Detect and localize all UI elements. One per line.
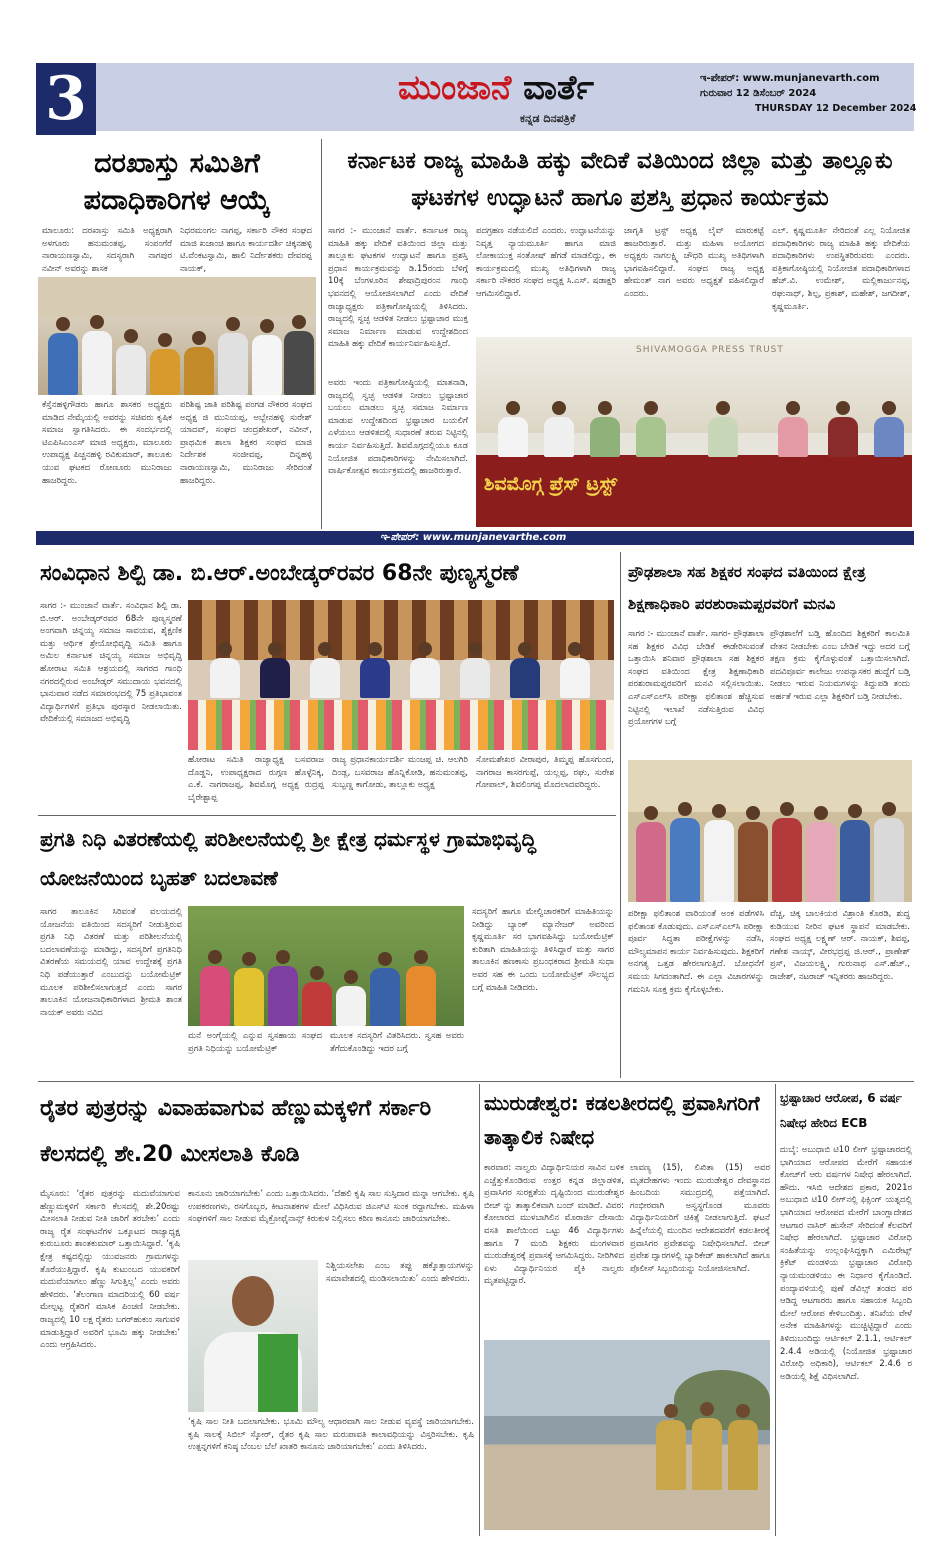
article-8-headline: ಭ್ರಷ್ಟಾಚಾರ ಆರೋಪ, 6 ವರ್ಷ ನಿಷೇಧ ಹೇರಿದ ECB (780, 1091, 902, 1130)
article-2 (324, 139, 914, 529)
article-3-headline: ಸಂವಿಧಾನ ಶಿಲ್ಪಿ ಡಾ. ಬಿ.ಆರ್.ಅಂಬೇಡ್ಕರ್‌ರವರ 68ನೇ ಪುಣ್ಯಸ್ಮರಣೆ (40, 561, 519, 586)
epaper-label: ಇ-ಪೇಪರ್: www.munjanevarth.com (700, 73, 880, 84)
article-3-col4: ಸೋಮಶೇಖರ ವೀರಾಪುರ, ತಿಮ್ಮಪ್ಪ ಹೊಸಗುಂದ, ನಾಗರಾಜ ಕಾಸರಗುಪ್ಪೆ, ಯಲ್ಲಪ್ಪ, ರಘು, ಸುರೇಶ ಗೋಪಾಲ್, ಶಿವಲಿಂಗಪ್ಪ ಮೊದಲಾದವರಿದ್ದರು. (476, 755, 614, 791)
photo-wall-text: SHIVAMOGGA PRESS TRUST (636, 345, 784, 355)
article-6-col2-top: ಕಾನೂನು ಜಾರಿಯಾಗಬೇಕು’ ಎಂದು ಒತ್ತಾಯಿಸಿದರು. ‘ದೆಹಲಿ ಕೃಷಿ ಸಾಲ ಸುಸ್ತಿದಾರ ಮನ್ನಾ ಆಗಬೇಕು. ಕೃಷಿ ಉಪಕರಣಗಳು, ರಸಗೊಬ್ಬರ, ಕೀಟನಾಶಕಗಳ ಮೇಲೆ ವಿಧಿಸಿರುವ ಜಿಎಸ್‌ಟಿ ಸುಂಕ ರದ್ದಾಗಬೇಕು. ಮಹಿಳಾ ಸಂಘಗಳಿಗೆ ಸಾಲ ನೀಡುವ ಮೈಕ್ರೋಫೈನಾನ್ಸ್ ಕಿರುಕುಳ ನಿಲ್ಲಿಸಲು ಕಠಿಣ ಕಾನೂನು ಜಾರಿಯಾಗಬೇಕು. (188, 1189, 474, 1225)
article-5-headline: ಪ್ರಗತಿ ನಿಧಿ ವಿತರಣೆಯಲ್ಲಿ ಪರಿಶೀಲನೆಯಲ್ಲಿ ಶ್ರೀ ಕ್ಷೇತ್ರ ಧರ್ಮಸ್ಥಳ ಗ್ರಾಮಾಭಿವೃದ್ಧಿ ಯೋಜನೆಯಿಂದ ಬೃಹತ್ ಬದಲಾವಣೆ (40, 827, 537, 890)
paper-name (398, 64, 678, 114)
article-4-col1: ಸಾಗರ :- ಮುಂಜಾನೆ ವಾರ್ತೆ. ಸಾಗರ- ಪ್ರೌಢಶಾಲಾ ಸಹ ಶಿಕ್ಷಕರ ವಿವಿಧ ಬೇಡಿಕೆ ಈಡೇರಿಸುವಂತೆ ಒತ್ತಾಯಿಸಿ ಶನಿವಾರ ಪ್ರೌಢಶಾಲಾ ಸಹ ಶಿಕ್ಷಕರ ಸಂಘದ ವತಿಯಿಂದ ಕ್ಷೇತ್ರ ಶಿಕ್ಷಣಾಧಿಕಾರಿ ಪರಶುರಾಮಪ್ಪರವರಿಗೆ ಮನವಿ ಸಲ್ಲಿಸಲಾಯಿತು. ಎಸ್‌ಎಸ್‌ಎಲ್‌ಸಿ ಪರೀಕ್ಷಾ ಫಲಿತಾಂಶ ಹೆಚ್ಚಿಸುವ ನಿಟ್ಟಿನಲ್ಲಿ ಇಲಾಖೆ ನಡೆಸುತ್ತಿರುವ ವಿವಿಧ ಪ್ರಯೋಗಗಳ ಬಗ್ಗೆ (628, 629, 764, 728)
article-6 (38, 1084, 476, 1536)
article-2-headline: ಕರ್ನಾಟಕ ರಾಜ್ಯ ಮಾಹಿತಿ ಹಕ್ಕು ವೇದಿಕೆ ವತಿಯಿಂದ ಜಿಲ್ಲಾ ಮತ್ತು ತಾಲ್ಲೂಕು ಘಟಕಗಳ ಉದ್ಘಾಟನೆ ಹಾಗೂ ಪ್ರಶಸ್ತಿ ಪ್ರಧಾನ ಕಾರ್ಯಕ್ರಮ (347, 148, 893, 211)
column-divider (775, 1084, 776, 1536)
article-2-col3: ಜಾಗೃತಿ ಟ್ರಸ್ಟ್ ಅಧ್ಯಕ್ಷ ಲೈವ್ ಮಾರುಕಟ್ಟೆ ಹಾಜರಿರುತ್ತಾರೆ. ಮತ್ತು ಮಹಿಳಾ ಅಯೋಗದ ಅಧ್ಯಕ್ಷರು ನಾಗಲಕ್ಷ್ಮಿ ಚೌಧರಿ ಮುಖ್ಯ ಅತಿಥಿಗಳಾಗಿ ಭಾಗವಹಿಸಲಿದ್ದಾರೆ. ಸಂಘದ ರಾಜ್ಯ ಅಧ್ಯಕ್ಷ ಹೇಮಂತ್ ನಾಗ ಅವರು ಅಧ್ಯಕ್ಷತೆ ವಹಿಸಲಿದ್ದಾರೆ ಎಂದರು. (624, 226, 764, 299)
article-6-col1: ಮೈಸೂರು: ‘ರೈತರ ಪುತ್ರರನ್ನು ಮದುವೆಯಾಗುವ ಹೆಣ್ಣುಮಕ್ಕಳಿಗೆ ಸರ್ಕಾರಿ ಕೆಲಸದಲ್ಲಿ ಶೇ.20ರಷ್ಟು ಮೀಸಲಾತಿ ನೀಡುವ ನೀತಿ ಜಾರಿಗೆ ತರಬೇಕು’ ಎಂದು ರಾಜ್ಯ ರೈತ ಸಂಘಟನೆಗಳ ಒಕ್ಕೂಟದ ರಾಜ್ಯಾಧ್ಯಕ್ಷ ಕುರುಬೂರು ಶಾಂತಕುಮಾರ್ ಒತ್ತಾಯಿಸಿದ್ದಾರೆ. ‘ಕೃಷಿ ಕ್ಷೇತ್ರ ಕಷ್ಟದಲ್ಲಿದ್ದು ಯುವಜನರು ಗ್ರಾಮಗಳನ್ನು ತೊರೆಯುತ್ತಿದ್ದಾರೆ. ಕೃಷಿ ಕುಟುಂಬದ ಯುವಕರಿಗೆ ಮದುವೆಯಾಗಲು ಹೆಣ್ಣು ಸಿಗುತ್ತಿಲ್ಲ’ ಎಂದು ಅವರು ಹೇಳಿದರು. ‘ತೆಲಂಗಾಣ ಮಾದರಿಯಲ್ಲಿ 60 ವರ್ಷ ಮೇಲ್ಪಟ್ಟ ರೈತರಿಗೆ ಮಾಸಿಕ ಪಿಂಚಣಿ ನೀಡಬೇಕು. ರಾಜ್ಯದಲ್ಲಿ 10 ಲಕ್ಷ ರೈತರು ಬಗರ್‌ಹುಕುಂ ಸಾಗುವಳಿ ಮಾಡುತ್ತಿದ್ದಾರೆ ಅವರಿಗೆ ಭೂಮಿ ಹಕ್ಕು ನೀಡಬೇಕು’ ಎಂದು ಆಗ್ರಹಿಸಿದರು. (40, 1189, 180, 1351)
article-2-col4: ಎಲ್. ಕೃಷ್ಣಮೂರ್ತಿ ನೇರಿದಂತೆ ಎಲ್ಲ ನಿಯೋಜಿತ ಪದಾಧಿಕಾರಿಗಳು ರಾಜ್ಯ ಮಾಹಿತಿ ಹಕ್ಕು ವೇದಿಕೆಯ ಪದಾಧಿಕಾರಿಗಳು ಉಪಸ್ಥಿತರಿರುವರು ಎಂದರು. ಪತ್ರಿಕಾಗೋಷ್ಠಿಯಲ್ಲಿ ನಿಯೋಜಿತ ಪದಾಧಿಕಾರಿಗಳಾದ ಹೆಚ್.ವಿ. ಉಮೇಶ್, ಮಲ್ಲಿಕಾರ್ಜುನಪ್ಪ, ರಘುನಾಥ್, ಶಿಲ್ಪ, ಪ್ರಕಾಶ್, ಮಹೇಶ್, ಜಗದೀಶ್, ಕೃಷ್ಣಮೂರ್ತಿ. (772, 226, 910, 312)
article-8-body: ದುಬೈ: ಅಬುಧಾಬಿ ಟಿ10 ಲೀಗ್ ಭ್ರಷ್ಟಾಚಾರದಲ್ಲಿ ಭಾಗಿಯಾದ ಆರೋಪದ ಮೇರೆಗೆ ಸಹಾಯಕ ಕೋಚ್‌ಗೆ ಆರು ವರ್ಷಗಳ ನಿಷೇಧ ಹೇರಲಾಗಿದೆ. ಹೌದು. ಇಸಿಬಿ ಆದೇಶದ ಪ್ರಕಾರ, 2021ರ ಅಬುಧಾಬಿ ಟಿ10 ಲೀಗ್‌ನಲ್ಲಿ ಫಿಕ್ಸಿಂಗ್ ಯತ್ನದಲ್ಲಿ ಭಾಗಿಯಾದ ಆರೋಪದ ಮೇರೆಗೆ ಬಾಂಗ್ಲಾದೇಶದ ಆಟಗಾರ ನಾಸಿರ್ ಹುಸೇನ್ ಸೇರಿದಂತೆ ಕೆಲವರಿಗೆ ನಿಷೇಧ ಹೇರಲಾಗಿದೆ. ಭ್ರಷ್ಟಾಚಾರ ವಿರೋಧಿ ಸಂಹಿತೆಯನ್ನು ಉಲ್ಲಂಘಿಸಿದ್ದಕ್ಕಾಗಿ ಎಮಿರೇಟ್ಸ್ ಕ್ರಿಕೆಟ್ ಮಂಡಳಿಯ ಭ್ರಷ್ಟಾಚಾರ ವಿರೋಧಿ ನ್ಯಾಯಮಂಡಳಿಯು ಈ ನಿರ್ಧಾರ ಕೈಗೊಂಡಿದೆ. ಪಂದ್ಯಾವಳಿಯಲ್ಲಿ ಪುಣೆ ಡೆವಿಲ್ಸ್ ತಂಡದ ಪರ ಆಡಿದ್ದ ಆಟಗಾರರು ಹಾಗೂ ಸಹಾಯಕ ಸಿಬ್ಬಂದಿ ಮೇಲೆ ಆರೋಪ ಕೇಳಿಬಂದಿತ್ತು. ತನಿಖೆಯ ವೇಳೆ ಅನೇಕ ಮಾಹಿತಿಗಳನ್ನು ಮುಚ್ಚಿಟ್ಟಿದ್ದಾರೆ ಎಂದು ತಿಳಿದುಬಂದಿದ್ದು ಆರ್ಟಿಕಲ್ 2.1.1, ಆರ್ಟಿಕಲ್ 2.4.4 ಅಡಿಯಲ್ಲಿ (ನಿಯೋಜಿತ ಭ್ರಷ್ಟಾಚಾರ ವಿರೋಧಿ ಅಧಿಕಾರಿ), ಆರ್ಟಿಕಲ್ 2.4.6 ರ ಅಡಿಯಲ್ಲಿ ಶಿಕ್ಷೆ ವಿಧಿಸಲಾಗಿದೆ. (780, 1145, 912, 1382)
article-3-col1: ಸಾಗರ :- ಮುಂಜಾನೆ ವಾರ್ತೆ. ಸಂವಿಧಾನ ಶಿಲ್ಪಿ ಡಾ. ಬಿ.ಆರ್. ಅಂಬೇಡ್ಕರ್‌ರವರ 68ನೇ ಪುಣ್ಯಸ್ಮರಣೆ ಅಂಗವಾಗಿ ಚಿನ್ನಯ್ಯ ಸಮಾಜ ಸಾವಯವ, ಶೈಕ್ಷಣಿಕ ಮತ್ತು ಆರ್ಥಿಕ ಶ್ರೇಯೋಭಿವೃದ್ಧಿ ಸಮಿತಿ ಹಾಗೂ ಅಮಿಲ ಕರ್ನಾಟಕ ಚಿನ್ನಯ್ಯ ಸಮಾಜ ಅಭಿವೃದ್ಧಿ ಹೋರಾಟ ಸಮಿತಿ ಆಶ್ರಯದಲ್ಲಿ ಸಾಗರದ ಗಾಂಧಿ ನಗರದಲ್ಲಿರುವ ಅಂಬೇಡ್ಕರ್ ಸಮುದಾಯ ಭವನದಲ್ಲಿ ಭಾನುವಾರ ನಡೆದ ಸಮಾರಂಭದಲ್ಲಿ 75 ಪ್ರತಿಭಾವಂತ ವಿದ್ಯಾರ್ಥಿಗಳಿಗೆ ಪ್ರತಿಭಾ ಪುರಸ್ಕಾರ ನೀಡಲಾಯಿತು. ವೇದಿಕೆಯಲ್ಲಿ ಸಮಾಜದ ಅಭಿವೃದ್ಧಿ (40, 601, 182, 725)
article-1-photo (38, 277, 316, 395)
paper-name-part2: ವಾರ್ತೆ (523, 68, 594, 108)
article-5-caption-a: ಮನೆ ಅಂಗೈಯಲ್ಲಿ ಎನ್ನುವ ಸ್ವಸಹಾಯ ಸಂಘದ ಪ್ರಗತಿ ನಿಧಿಯನ್ನು ಬಯೋಮೆಟ್ರಿಕ್ (188, 1031, 322, 1054)
page-number: 3 (45, 64, 87, 134)
article-3-col2: ಹೋರಾಟ ಸಮಿತಿ ರಾಜ್ಯಾಧ್ಯಕ್ಷ ಬಸವರಾಜ ದೊಡ್ಡನಿ, ಉಪಾಧ್ಯಕ್ಷರಾದ ರುಗ್ಗಣ ಹೊಳ್ಳೆನಿಕ್ಕ, ಎ.ಕೆ. ನಾಗರಾಜಪ್ಪ, ಶಿವಮೊಗ್ಗ ಅಧ್ಯಕ್ಷ ರುದ್ರಪ್ಪ ಬೈರೇಶ್ಟಾಪ್ಪ (188, 755, 324, 803)
article-6-caption: ನಿಶ್ಚಿಯಸಲೇಖ ಎಂಬ ತಪ್ಪು ಹಕ್ಕೊತ್ತಾಯಗಳನ್ನು ಸಮಾವೇಶದಲ್ಲಿ ಮಂಡಿಸಲಾಯಿತು’ ಎಂದು ಹೇಳಿದರು. (326, 1261, 474, 1284)
article-6-col2-bottom: ‘ಕೃಷಿ ಸಾಲ ನೀತಿ ಬದಲಾಗಬೇಕು. ಭೂಮಿ ಮೌಲ್ಯ ಆಧಾರವಾಗಿ ಸಾಲ ನೀಡುವ ವ್ಯವಸ್ಥೆ ಜಾರಿಯಾಗಬೇಕು. ಕೃಷಿ ಸಾಲಕ್ಕೆ ಸಿಬಿಲ್ ಸ್ಕೋರ್, ರೈತರ ಕೃಷಿ ಸಾಲ ಮರುಪಾವತಿ ಕಾಲಾವಧಿಯನ್ನು ವಿಸ್ತರಿಸಬೇಕು. ಕೃಷಿ ಉತ್ಪನ್ನಗಳಿಗೆ ಕನಿಷ್ಠ ಬೆಂಬಲ ಬೆಲೆ ಖಾತರಿ ಕಾನೂನು ಜಾರಿಯಾಗಬೇಕು’ ಎಂದು ತಿಳಿಸಿದರು. (188, 1417, 474, 1453)
press-trust-banner-text: ಶಿವಮೊಗ್ಗ ಪ್ರೆಸ್ ಟ್ರಸ್ಟ್ (484, 473, 618, 495)
article-1 (38, 139, 316, 528)
column-divider (479, 1084, 480, 1536)
flower-decoration (188, 700, 614, 750)
paper-name-part1: ಮುಂಜಾನೆ (398, 68, 512, 108)
article-2-col1: ಸಾಗರ :- ಮುಂಜಾನೆ ವಾರ್ತೆ. ಕರ್ನಾಟಕ ರಾಜ್ಯ ಮಾಹಿತಿ ಹಕ್ಕು ವೇದಿಕೆ ವತಿಯಿಂದ ಜಿಲ್ಲಾ ಮತ್ತು ತಾಲ್ಲೂಕು ಘಟಕಗಳ ಉದ್ಘಾಟನೆ ಹಾಗೂ ಪ್ರಶಸ್ತಿ ಪ್ರಧಾನ ಕಾರ್ಯಕ್ರಮವನ್ನು ಡಿ.15ರಂದು ಬೆಳಿಗ್ಗೆ 10ಕ್ಕೆ ಬೆಂಗಳೂರಿನ ಶೇಷಾದ್ರಿಪುರಂನ ಗಾಂಧಿ ಭವನದಲ್ಲಿ ಆಯೋಜಿಸಲಾಗಿದೆ ಎಂದು ವೇದಿಕೆ ರಾಜ್ಯಾಧ್ಯಕ್ಷರು ಪತ್ರಿಕಾಗೋಷ್ಠಿಯಲ್ಲಿ ತಿಳಿಸಿದರು. ರಾಜ್ಯದಲ್ಲಿ ಸ್ವಚ್ಛ ಆಡಳಿತ ನೀಡಲು ಭ್ರಷ್ಟಾಚಾರ ಮುಕ್ತ ಸಮಾಜ ನಿರ್ಮಾಣ ಮಾಡುವ ಉದ್ದೇಶದಿಂದ ಮಾಹಿತಿ ಹಕ್ಕು ವೇದಿಕೆ ಕಾರ್ಯನಿರ್ವಹಿಸುತ್ತಿದೆ. (328, 226, 468, 350)
tagline: ಕನ್ನಡ ದಿನಪತ್ರಿಕೆ (520, 112, 576, 125)
article-2-col2: ಪದಗ್ರಹಣ ನಡೆಯಲಿದೆ ಎಂದರು. ಉದ್ಘಾಟನೆಯನ್ನು ನಿವೃತ್ತ ನ್ಯಾಯಮೂರ್ತಿ ಹಾಗೂ ಮಾಜಿ ಲೋಕಾಯುಕ್ತ ಸಂತೋಷ್ ಹೆಗಡೆ ಮಾಡಲಿದ್ದು, ಈ ಕಾರ್ಯಕ್ರಮದಲ್ಲಿ ಮುಖ್ಯ ಅತಿಥಿಗಳಾಗಿ ರಾಜ್ಯ ಸರ್ಕಾರಿ ನೌಕರರ ಸಂಘದ ಅಧ್ಯಕ್ಷ ಸಿ.ಎಸ್. ಷಡಾಕ್ಷರಿ ಆಗಮಿಸಲಿದ್ದಾರೆ. (476, 226, 616, 299)
article-4-col1-bottom: ಪರೀಕ್ಷಾ ಫಲಿತಾಂಶ ವಾರಿಯಂತೆ ಅಂಕ ಪಡೆಗಳಿಸಿ ಫಲಿತಾಂಶ ಕೊಡುವುದು. ಎಸ್‌ಎಸ್‌ಎಲ್‌ಸಿ ಪರೀಕ್ಷಾ ಪೂರ್ವ ಸಿದ್ಧತಾ ಪರೀಕ್ಷೆಗಳನ್ನು ನಡೆಸಿ, ಮೌಲ್ಯಮಾಪನ ಕಾರ್ಯ ನಿರ್ವಹಿಸುವುದು. ಶಿಕ್ಷಕರಿಗೆ ಅನಗತ್ಯ ಒತ್ತಡ ಹೇರಲಾಗುತ್ತಿದೆ. ಬೋಧನೆಗೆ ಸಮಯ ಸಿಗದಂತಾಗಿದೆ. ಈ ಎಲ್ಲಾ ವಿಚಾರಗಳನ್ನು ಗಮನಿಸಿ ಸೂಕ್ತ ಕ್ರಮ ಕೈಗೊಳ್ಳಬೇಕು. (628, 909, 764, 995)
date-english: THURSDAY 12 December 2024 (755, 103, 917, 114)
article-3-photo (188, 600, 614, 750)
article-7-headline: ಮುರುಡೇಶ್ವರ: ಕಡಲತೀರದಲ್ಲಿ ಪ್ರವಾಸಿಗರಿಗೆ ತಾತ್ಕಾಲಿಕ ನಿಷೇಧ (484, 1091, 760, 1149)
portrait-head (232, 1276, 274, 1326)
article-4 (624, 552, 914, 1078)
column-divider (321, 139, 322, 529)
section-rule (38, 1081, 914, 1082)
stage-backdrop (188, 600, 614, 660)
article-1-col1-bottom: ಕೆಸ್ತೆನಹಳ್ಳಿಗೌಡರು ಹಾಗೂ ಶಾಸಕರ ಅಧ್ಯಕ್ಷರು ಮಾಡಿದ ನೇಮ್ಕೆಯಲ್ಲಿ ಅವರನ್ನು ಸಚಿವರು ಕೃಷಿಕ ಸಮಾಜ ಸ್ವಾಗತಿಸಿದರು. ಈ ಸಂದರ್ಭದಲ್ಲಿ ಟಿಎಪಿಸಿಎಂಎಸ್ ಮಾಜಿ ಅಧ್ಯಕ್ಷರು, ಮಾಲೂರು ಉಪಾಧ್ಯಕ್ಷ ಪಿಚ್ಚನಹಳ್ಳಿ ರವಿಕುಮಾರ್, ತಾಲೂಕು ಯುವ ಘಟಕದ ರೋಣೂರು ಮುನಿರಾಜು ಹಾಜರಿದ್ದರು. (42, 400, 172, 486)
article-5-col2: ಸದಸ್ಯರಿಗೆ ಹಾಗೂ ಮೇಲ್ವಿಚಾರಕರಿಗೆ ಮಾಹಿತಿಯನ್ನು ನೀಡಿದ್ದು ಬ್ಯಾಂಕ್ ಮ್ಯಾನೇಜರ್ ಅವರಿಂದ ಕೃಷ್ಣಮೂರ್ತಿ ಸರ ಭಾಗವಹಿಸಿದ್ದು ಬಯೋಮೆಟ್ರಿಕ್ ಕುರಿತಾಗಿ ಮಾಹಿತಿಯನ್ನು ತಿಳಿಸಿದ್ದಾರೆ ಮತ್ತು ಸಾಗರ ತಾಲೂಕಿನ ಹಣಕಾಸು ಪ್ರಬಂಧಕರಾದ ಶ್ರೀಮತಿ ಸುಧಾ ಅವರ ಸಹ ಈ ಒಂದು ಬಯೋಮೆಟ್ರಿಕ್ ಸೌಲಭ್ಯದ ಬಗ್ಗೆ ಮಾಹಿತಿ ನೀಡಿದರು. (472, 907, 614, 993)
article-3 (38, 552, 616, 814)
article-5-photo (188, 906, 464, 1026)
article-4-headline: ಪ್ರೌಢಶಾಲಾ ಸಹ ಶಿಕ್ಷಕರ ಸಂಘದ ವತಿಯಿಂದ ಕ್ಷೇತ್ರ ಶಿಕ್ಷಣಾಧಿಕಾರಿ ಪರಶುರಾಮಪ್ಪರವರಿಗೆ ಮನವಿ (628, 563, 866, 613)
article-4-photo (628, 760, 912, 902)
article-1-col1-top: ಮಾಲೂರು: ದರಖಾಸ್ತು ಸಮಿತಿ ಅಧ್ಯಕ್ಷರಾಗಿ ಅಳಗೂರು ಹನುಮಂತಪ್ಪ, ಸಂಪಂಗೆರೆ ನಾರಾಯಣಸ್ವಾಮಿ, ಸದಸ್ಯರಾಗಿ ನಾಗಪುರ ನವೀನ್ ಅವರನ್ನು ಶಾಸಕ (42, 226, 172, 274)
page-number-box (36, 63, 96, 135)
article-7-col2: ಲಾವಣ್ಯ (15), ಲಿಖಿತಾ (15) ಅವರ ಮೃತದೇಹಗಳು ಇಂದು ಮುರುಡೇಶ್ವರ ದೇವಸ್ಥಾನದ ಹಿಂಬದಿಯ ಸಮುದ್ರದಲ್ಲಿ ಪತ್ತೆಯಾಗಿದೆ. ಗಂಭೀರವಾಗಿ ಅಸ್ವಸ್ಥಗೊಂಡ ಮೂವರು ವಿದ್ಯಾರ್ಥಿನಿಯರಿಗೆ ಚಿಕಿತ್ಸೆ ನೀಡಲಾಗುತ್ತಿದೆ. ಘಟನೆ ಹಿನ್ನೆಲೆಯಲ್ಲಿ ಮುಂದಿನ ಆದೇಶದವರೆಗೆ ಕಡಲತೀರಕ್ಕೆ ಪ್ರವಾಸಿಗರ ಪ್ರವೇಶವನ್ನು ನಿಷೇಧಿಸಲಾಗಿದೆ. ಬೀಚ್ ಪ್ರವೇಶ ದ್ವಾರಗಳಲ್ಲಿ ಬ್ಯಾರಿಕೇಡ್ ಹಾಕಲಾಗಿದೆ ಹಾಗೂ ಪೊಲೀಸ್ ಸಿಬ್ಬಂದಿಯನ್ನು ನಿಯೋಜಿಸಲಾಗಿದೆ. (630, 1163, 770, 1274)
portrait-green-shawl (258, 1334, 298, 1412)
article-5-col1: ಸಾಗರ ತಾಲೂಕಿನ ಸಿರಿವಂತೆ ವಲಯದಲ್ಲಿ ಯೋಜನೆಯ ವತಿಯಿಂದ ಸದಸ್ಯರಿಗೆ ನೀಡುತ್ತಿರುವ ಪ್ರಗತಿ ನಿಧಿ ವಿತರಣೆ ಮತ್ತು ಪರಿಶೀಲನೆಯಲ್ಲಿ ಬದಲಾವಣೆಯನ್ನು ಮಾಡಿದ್ದು, ಸದಸ್ಯರಿಗೆ ಪ್ರಗತಿನಿಧಿ ವಿತರಣೆಯ ಸಮಯದಲ್ಲಿ ಯಾವ ಉದ್ದೇಶಕ್ಕೆ ಪ್ರಗತಿ ನಿಧಿ ಪಡೆಯುತ್ತಾರೆ ಎಂಬುದನ್ನು ಬಯೋಮೆಟ್ರಿಕ್ ಮೂಲಕ ಪರಿಶೀಲಿಸಲಾಗುತ್ತದೆ ಎಂದು ಸಾಗರ ತಾಲೂಕಿನ ಯೋಜನಾಧಿಕಾರಿಗಳಾದ ಶ್ರೀಮತಿ ಶಾಂತ ನಾಯಕ್ ಅವರು ನವಿದ (40, 907, 182, 1018)
date-kannada: ಗುರುವಾರ 12 ಡಿಸೆಂಬರ್ 2024 (700, 88, 817, 99)
article-6-headline: ರೈತರ ಪುತ್ರರನ್ನು ವಿವಾಹವಾಗುವ ಹೆಣ್ಣುಮಕ್ಕಳಿಗೆ ಸರ್ಕಾರಿ ಕೆಲಸದಲ್ಲಿ ಶೇ.20 ಮೀಸಲಾತಿ ಕೊಡಿ (40, 1096, 432, 1167)
article-4-col2-bottom: ವೆಚ್ಚ, ಚಿಕ್ಕ ಬಾಲಕಿಯರ ವಿಶ್ರಾಂತಿ ಕೊಠಡಿ, ಶುದ್ಧ ಕುಡಿಯುವ ನೀರಿನ ಘಟಕ ಸ್ಥಾಪನೆ ಮಾಡಬೇಕು. ಸಂಘದ ಅಧ್ಯಕ್ಷ ಲಕ್ಷ್ಮಣ್ ಆರ್. ನಾಯಕ್, ಶಿವಪ್ಪ, ಗಣೇಶ ನಾಯ್ಕ್, ವೀರಭದ್ರಪ್ಪ ಜಿ.ಆರ್., ಪ್ರಾಣೇಶ್ ಪ್ರಸ್, ವಿಜಯಲಕ್ಷ್ಮಿ, ಗುರುನಾಥ ಎಸ್.ಹೆಚ್., ರಾಜೇಶ್, ನಟರಾಜ್ ಇನ್ನಿತರರು ಹಾಜರಿದ್ದರು. (770, 909, 910, 982)
article-8 (778, 1084, 914, 1536)
section-rule (38, 815, 616, 816)
article-7-col1: ಕಾರವಾರ: ನಾಲ್ವರು ವಿದ್ಯಾರ್ಥಿನಿಯರ ಸಾವಿನ ಬಳಿಕ ಎಚ್ಚೆತ್ತುಕೊಂಡಿರುವ ಉತ್ತರ ಕನ್ನಡ ಜಿಲ್ಲಾಡಳಿತ, ಪ್ರವಾಸಿಗರ ಸುರಕ್ಷತೆಯ ದೃಷ್ಟಿಯಿಂದ ಮುರುಡೇಶ್ವರ ಬೀಚ್ ನ್ನು ತಾತ್ಕಾಲಿಕವಾಗಿ ಬಂದ್ ಮಾಡಿದೆ. ವಿವರ: ಕೋಲಾರದ ಮುಳಬಾಗಿಲಿನ ಮೊರಾರ್ಜಿ ದೇಸಾಯಿ ವಸತಿ ಶಾಲೆಯಿಂದ ಒಟ್ಟು 46 ವಿದ್ಯಾರ್ಥಿಗಳು ಹಾಗೂ 7 ಮಂದಿ ಶಿಕ್ಷಕರು ಮಂಗಳವಾರ ಮುರುಡೇಶ್ವರಕ್ಕೆ ಪ್ರವಾಸಕ್ಕೆ ಆಗಮಿಸಿದ್ದರು. ನೀರಿಗಿಳಿದ ಏಳು ವಿದ್ಯಾರ್ಥಿನಿಯರ ಪೈಕಿ ನಾಲ್ವರು ಮೃತಪಟ್ಟಿದ್ದಾರೆ. (484, 1163, 624, 1287)
article-1-col2-bottom: ಪರಿಶಿಷ್ಟ ಜಾತಿ ಪರಿಶಿಷ್ಟ ಪಂಗಡ ನೌಕರರ ಸಂಘದ ಅಧ್ಯಕ್ಷ ಜಿ ಮುನಿಯಪ್ಪ, ಅಬ್ಬೇನಹಳ್ಳಿ ಸುರೇಶ್ ಯಾದವ್, ಸಂಘದ ಚಂದ್ರಶೇಖರ್, ನವೀನ್, ಪ್ರಾಥಮಿಕ ಶಾಲಾ ಶಿಕ್ಷಕರ ಸಂಘದ ಮಾಜಿ ನಿರ್ದೇಶಕ ಸಂಜೀವಪ್ಪ, ದಿನ್ನಹಳ್ಳಿ ನಾರಾಯಣಸ್ವಾಮಿ, ಮುನಿರಾಜು ಸೇರಿದಂತೆ ಹಾಜರಿದ್ದರು. (180, 400, 312, 486)
column-divider (620, 552, 621, 1078)
article-7-beach-photo (484, 1340, 770, 1530)
article-2-photo (476, 337, 912, 527)
article-5 (38, 818, 616, 1078)
url-divider-text: ಇ-ಪೇಪರ್: www.munjanevarthe.com (380, 532, 567, 543)
article-2-col1-bottom: ಅವರು ಇಂದು ಪತ್ರಿಕಾಗೋಷ್ಠಿಯಲ್ಲಿ ಮಾತನಾಡಿ, ರಾಜ್ಯದಲ್ಲಿ ಸ್ವಚ್ಛ ಆಡಳಿತ ನೀಡಲು ಭ್ರಷ್ಟಾಚಾರ ಬಯಲು ಮಾಡಲು ಸ್ವಚ್ಛ ಸಮಾಜ ನಿರ್ಮಾಣ ಮಾಡುವ ಉದ್ದೇಶದಿಂದ ಭ್ರಷ್ಟಾಚಾರ ಬಯಲಿಗೆ ಎಳೆಯಲು ಆಡಳಿತದಲ್ಲಿ ಸುಧಾರಣೆ ತರುವ ನಿಟ್ಟಿನಲ್ಲಿ ಕಾರ್ಯ ನಿರ್ವಹಿಸುತ್ತಿದೆ. ಶಿವಮೊಗ್ಗದಲ್ಲಿಯೂ ಕೂಡ ನಿಯೋಜಿತ ಪದಾಧಿಕಾರಿಗಳನ್ನು ನೇಮಿಸಲಾಗಿದೆ. ವಾರ್ಷಿಕೋತ್ಸವ ಕಾರ್ಯಕ್ರಮದಲ್ಲಿ ಹಾಜರಿರುತ್ತಾರೆ. (328, 378, 468, 477)
article-1-col2-top: ನಿಧರಮಂಗಲ ನಾಗಪ್ಪ, ಸರ್ಕಾರಿ ನೌಕರ ಸಂಘದ ಮಾಜಿ ಖಜಾಂಚಿ ಹಾಗೂ ಕಾರ್ಯದರ್ಶಿ ಚಿಕ್ಕನಹಳ್ಳಿ ಟಿ.ವೆಂಕಟಸ್ವಾಮಿ, ಹಾಲಿ ನಿರ್ದೇಶಕರು ದೇವರಪ್ಪ ನಾಯಕ್, (180, 226, 312, 274)
article-6-portrait (188, 1260, 318, 1412)
hall-wall (38, 277, 316, 317)
article-5-caption-b: ಮೂಲಕ ಸದಸ್ಯರಿಗೆ ವಿತರಿಸಿದರು. ಸ್ವಸಹ ಅವರು ತೆಗೆದುಕೊಂಡಿದ್ದು ಇದರ ಬಗ್ಗೆ (330, 1031, 464, 1054)
article-7 (482, 1084, 772, 1536)
article-3-col3: ರಾಜ್ಯ ಪ್ರಧಾನಕಾರ್ಯದರ್ಶಿ ಮಂಜಪ್ಪ ಚಿ. ಆಲಗಿರಿ ದಿಂಡ್ಲ, ಬಸವರಾಜ ಹೊನ್ನಿಕೋಡಿ, ಹನುಮಂತಪ್ಪ, ಸುಬ್ಬಣ್ಣ ಕಾಗೋಡು, ತಾಲ್ಲೂಕು ಅಧ್ಯಕ್ಷ (332, 755, 468, 791)
article-1-headline: ದರಖಾಸ್ತು ಸಮಿತಿಗೆ ಪದಾಧಿಕಾರಿಗಳ ಆಯ್ಕೆ (83, 148, 271, 216)
article-4-col2: ಪ್ರೌಢಶಾಲೆಗೆ ಬಡ್ತಿ ಹೊಂದಿದ ಶಿಕ್ಷಕರಿಗೆ ಕಾಲಮಿತಿ ವೇತನ ನೀಡಬೇಕು ಎಂಬ ಬೇಡಿಕೆ ಇದ್ದು ಅದರ ಬಗ್ಗೆ ತಕ್ಷಣ ಕ್ರಮ ಕೈಗೊಳ್ಳುವಂತೆ ಒತ್ತಾಯಿಸಲಾಗಿದೆ. ಪದವಿಪೂರ್ವ ಕಾಲೇಜು ಉಪನ್ಯಾಸಕರ ಹುದ್ದೆಗೆ ಬಡ್ತಿ ನೀಡಲು ಇರುವ ನಿಯಮಗಳನ್ನು ತಿದ್ದುಪಡಿ ತಂದು ಅರ್ಹತೆ ಇರುವ ಎಲ್ಲಾ ಶಿಕ್ಷಕರಿಗೆ ಬಡ್ತಿ ನೀಡಬೇಕು. (770, 629, 910, 702)
